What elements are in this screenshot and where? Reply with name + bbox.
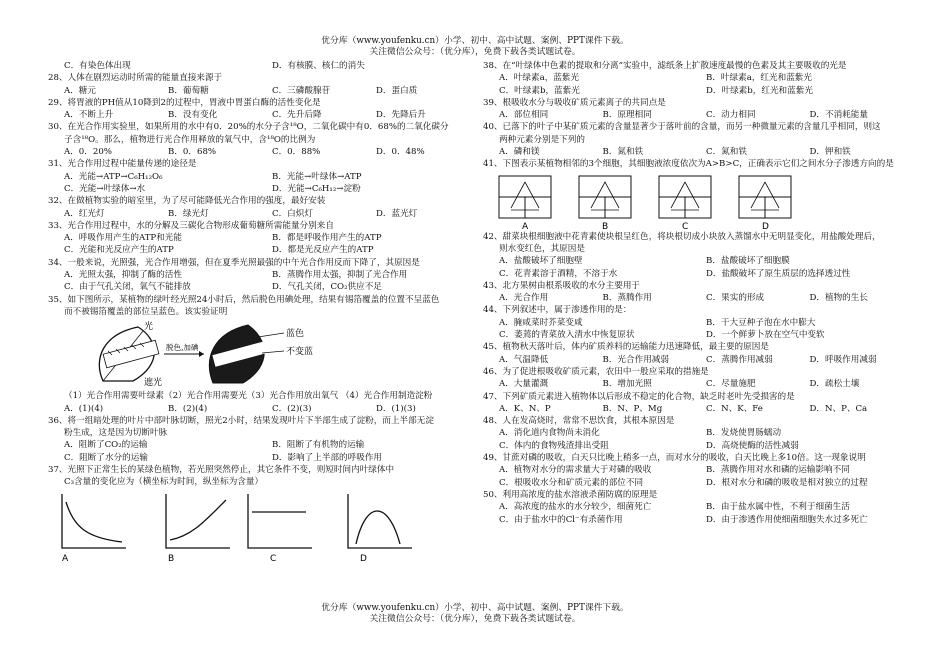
option: A．阻断了CO₂的运输 <box>64 440 148 451</box>
option: A．叶绿素a，蓝紫光 <box>499 73 580 84</box>
q49-options-2 <box>483 478 913 490</box>
option: D．疏松土壤 <box>809 379 860 390</box>
option: C．先升后降 <box>272 110 322 121</box>
question-36: 36、将一组暗处理的叶片中部叶脉切断，照光2小时，结果发现叶片下半部生成了淀粉，而上半部无淀 <box>48 415 434 426</box>
option: C．氮和铁 <box>706 147 747 158</box>
question-38: 38、在“叶绿体中色素的提取和分离”实验中，滤纸条上扩散速度最慢的色素及其主要吸收的光是 <box>483 61 847 71</box>
page-header <box>0 36 950 58</box>
question-35-statements: （1）光合作用需要叶绿素（2）光合作用需要光（3）光合作用放出氧气 （4）光合作用制造淀粉 <box>64 391 433 402</box>
option: A．大量灌溉 <box>499 379 549 390</box>
question-29: 29、将胃液的PH值从10降到2的过程中，胃液中胃蛋白酶的活性变化是 <box>48 97 321 108</box>
blue-label: 蓝色 <box>286 329 305 340</box>
option: D．蓝光灯 <box>376 208 418 219</box>
option: C．动力相同 <box>706 110 756 121</box>
option: C．阻断了水分的运输 <box>64 452 148 463</box>
option: D．盐酸破坏了原生质层的选择透过性 <box>706 268 851 279</box>
question-42-cont: 则水变红色，其原因是 <box>499 243 585 254</box>
option: B．葡萄糖 <box>168 85 209 96</box>
option: B．没有变化 <box>168 110 218 121</box>
question-32: 32、在做植物实验的暗室里，为了尽可能降低光合作用的强度，最好安装 <box>48 196 326 207</box>
q48-options-2 <box>483 441 913 453</box>
option: A．光合作用 <box>499 293 549 304</box>
option: A．腌咸菜时芥菜变咸 <box>499 317 583 328</box>
option: C．果实的形成 <box>706 293 765 304</box>
q34-options-1 <box>48 270 480 282</box>
q27-options <box>48 61 480 73</box>
cell-osmosis-figure <box>483 172 913 232</box>
option: D．钾和铁 <box>809 147 851 158</box>
graph-a-label: A <box>62 553 69 564</box>
cell-group-c <box>659 176 711 232</box>
option: A．呼吸作用产生的ATP和光能 <box>64 233 182 244</box>
option: B．发烧使胃肠蠕动 <box>706 428 782 439</box>
question-39: 39、根吸收水分与吸收矿质元素离子的共同点是 <box>483 97 666 108</box>
question-49: 49、甘蔗对磷的吸收，白天只比晚上稍多一点，而对水分的吸收，白天比晚上多10倍。这一现象说明 <box>483 453 866 464</box>
question-36-cont: 粉生成，这是因为切断叶脉 <box>64 428 168 439</box>
q39-options <box>483 110 913 122</box>
option: C．有染色体出现 <box>64 61 131 71</box>
graph-c-axes <box>248 494 312 548</box>
q29-options <box>48 110 480 122</box>
right-column <box>483 61 913 527</box>
question-47: 47、下列矿质元素进入植物体以后形成不稳定的化合物，缺乏时老叶先受损害的是 <box>483 391 795 402</box>
option: D．叶绿素b，红光和蓝紫光 <box>706 85 813 96</box>
question-46: 46、为了促进根吸收矿质元素，农田中一般应采取的措施是 <box>483 366 709 377</box>
option: B．由于盐水属中性，不利于细菌生活 <box>706 502 850 513</box>
graph-b <box>166 494 230 564</box>
option: B．蒸腾作用对水和磷的运输影响不同 <box>706 465 850 476</box>
option: D．蛋白质 <box>376 85 418 96</box>
leaf-experiment-figure <box>48 319 480 391</box>
q36-options-2 <box>48 453 480 465</box>
graph-c-label: C <box>270 553 277 564</box>
option: B．氮和铁 <box>602 147 644 158</box>
cell-diagrams <box>483 172 913 232</box>
option: D．高烧使酶的活性减弱 <box>706 440 799 451</box>
option: B．干大豆种子泡在水中膨大 <box>706 317 816 328</box>
option: B．光能→叶绿体→ATP <box>272 171 362 182</box>
q38-options-1 <box>483 73 913 85</box>
option: D．(1)(3) <box>376 403 416 414</box>
q45-options <box>483 355 913 367</box>
cell-group-a <box>499 176 551 232</box>
question-28: 28、人体在剧烈运动时所需的能量直接来源于 <box>48 73 223 84</box>
q40-options <box>483 147 913 159</box>
option: C．尽量施肥 <box>706 379 756 390</box>
graph-d-label: D <box>360 553 367 564</box>
c3-graphs <box>48 490 478 564</box>
option: D．由于渗透作用使细菌细胞失水过多死亡 <box>706 514 868 525</box>
q50-options-1 <box>483 502 913 514</box>
option: D．0．48% <box>376 147 425 158</box>
option: B．增加光照 <box>602 379 652 390</box>
q35-options <box>48 404 480 416</box>
graph-a-curve <box>66 502 122 542</box>
option: A．磷和镁 <box>499 147 540 158</box>
header-line-1: 优分库（www.youfenku.cn）小学、初中、高中试题、案例、PPT课件下载。 <box>321 36 629 46</box>
q50-options-2 <box>483 515 913 527</box>
q43-options <box>483 293 913 305</box>
option: A．光能→ATP→C₆H₁₂O₆ <box>64 171 163 182</box>
option: A．红光灯 <box>64 208 105 219</box>
q42-options-2 <box>483 269 913 281</box>
arrow-head <box>199 351 204 357</box>
cell-group-d-label: D <box>762 221 769 232</box>
option: D．气孔关闭，CO₂供应不足 <box>272 282 382 293</box>
c3-graphs-figure <box>48 490 480 564</box>
question-45: 45、植物秋天落叶后，体内矿质养料的运输能力迅速降低，最主要的原因是 <box>483 342 769 353</box>
question-41: 41、下图表示某植物相邻的3个细胞，其细胞液浓度依次为A>B>C，正确表示它们之间水分子渗透方向的是 <box>483 159 894 170</box>
option: D．有核膜、核仁的消失 <box>272 61 365 71</box>
footer-line-1: 优分库（www.youfenku.cn）小学、初中、高中试题、案例、PPT课件下载。 <box>321 603 629 613</box>
option: B．0．68% <box>168 147 217 158</box>
q44-options-1 <box>483 318 913 330</box>
q31-options-1 <box>48 172 480 184</box>
option: B．盐酸破坏了细胞膜 <box>706 256 790 267</box>
graph-c <box>248 494 312 564</box>
cell-group-c-label: C <box>682 221 689 232</box>
question-37: 37、光照下正常生长的某绿色植物，若光照突然停止，其它条件不变，则短时间内叶绿体中 <box>48 465 395 476</box>
question-44: 44、下列叙述中，属于渗透作用的是： <box>483 305 632 316</box>
footer-line-2: 关注微信公众号：（优分库），免费下载各类试题试卷。 <box>369 613 581 624</box>
option: A．K、N、P <box>499 403 551 414</box>
option: A．部位相同 <box>499 110 549 121</box>
leaf-diagram <box>48 319 348 391</box>
option: B．光合作用减弱 <box>602 354 669 365</box>
shade-label: 遮光 <box>144 378 163 389</box>
option: B．蒸腾作用 <box>602 293 652 304</box>
question-30-cont: 子含¹⁸O。那么，植物进行光合作用释放的氧气中，含¹⁸O的比例为 <box>64 134 316 145</box>
q44-options-2 <box>483 330 913 342</box>
option: A．植物对水分的需求量大于对磷的吸收 <box>499 465 652 476</box>
option: D．影响了上半部的呼吸作用 <box>272 452 383 463</box>
option: C．萎蔫的青菜放入清水中恢复原状 <box>499 330 635 341</box>
option: B．绿光灯 <box>168 208 209 219</box>
q49-options-1 <box>483 465 913 477</box>
graph-a <box>62 494 126 564</box>
question-35-cont: 而不被锡箔覆盖的部位呈蓝色。该实验证明 <box>64 306 228 317</box>
graph-d <box>348 494 412 564</box>
process-label: 脱色,加碘 <box>166 343 199 353</box>
option: D．一个鲜萝卜放在空气中变软 <box>706 330 825 341</box>
question-40: 40、已落下的叶子中某矿质元素的含量显著少于落叶前的含量，而另一种微量元素的含量几乎相同，则这 <box>483 122 881 133</box>
option: A．气温降低 <box>499 354 549 365</box>
question-31: 31、光合作用过程中能量传递的途径是 <box>48 159 197 170</box>
option: C．(2)(3) <box>272 403 312 414</box>
q48-options-1 <box>483 428 913 440</box>
q47-options <box>483 404 913 416</box>
header-line-2: 关注微信公众号：（优分库），免费下载各类试题试卷。 <box>369 46 581 57</box>
question-43: 43、北方果树由根系吸收的水分主要用于 <box>483 280 641 291</box>
option: C．花青素溶于酒精，不溶于水 <box>499 268 618 279</box>
option: D．都是光反应产生的ATP <box>272 245 374 256</box>
question-37-cont: C₃含量的变化应为（横坐标为时间，纵坐标为含量） <box>64 477 264 488</box>
option: B．叶绿素a，红光和蓝紫光 <box>706 73 812 84</box>
option: C．蒸腾作用减弱 <box>706 354 773 365</box>
option: A．高浓度的盐水的水分较少，细菌死亡 <box>499 502 652 513</box>
option: C．叶绿素b，蓝紫光 <box>499 85 580 96</box>
q33-options-1 <box>48 233 480 245</box>
option: B．都是呼吸作用产生的ATP <box>272 233 382 244</box>
option: C．由于气孔关闭，氧气不能排放 <box>64 282 191 293</box>
q30-options <box>48 147 480 159</box>
option: A．消化道内食物尚未消化 <box>499 428 600 439</box>
cell-group-b <box>579 176 631 232</box>
option: C．体内的食物残渣排出受阻 <box>499 440 609 451</box>
light-label: 光 <box>144 322 154 333</box>
notblue-label: 不变蓝 <box>286 347 314 358</box>
option: D．不消耗能量 <box>809 110 868 121</box>
option: A．不断上升 <box>64 110 114 121</box>
option: D．植物的生长 <box>809 293 868 304</box>
q38-options-2 <box>483 86 913 98</box>
cell-group-b-label: B <box>602 221 609 232</box>
q33-options-2 <box>48 245 480 257</box>
option: D．N、P、Ca <box>809 403 868 414</box>
option: A．盐酸破坏了细胞壁 <box>499 256 583 267</box>
option: C．光能和光反应产生的ATP <box>64 245 174 256</box>
option: A．(1)(4) <box>64 403 104 414</box>
graph-a-axes <box>62 494 126 548</box>
graph-d-curve <box>356 511 400 544</box>
q31-options-2 <box>48 184 480 196</box>
option: D．呼吸作用减弱 <box>809 354 877 365</box>
option: B．蒸腾作用太强，抑制了光合作用 <box>272 270 408 281</box>
graph-b-label: B <box>168 553 175 564</box>
q28-options <box>48 86 480 98</box>
option: B．(2)(4) <box>168 403 208 414</box>
pointer-blue <box>258 333 284 337</box>
option: C．0．88% <box>272 147 321 158</box>
graph-b-curve <box>170 500 226 540</box>
q34-options-2 <box>48 282 480 294</box>
cell-group-d <box>739 176 791 232</box>
question-48: 48、人在发高烧时，常常不思饮食，其根本原因是 <box>483 416 675 427</box>
question-40-cont: 两种元素分别是下列的 <box>499 134 585 145</box>
question-30: 30、在光合作用实验里，如果所用的水中有0．20%的水分子含¹⁸O，二氧化碳中有0．68%的二氧化碳分 <box>48 122 449 133</box>
option: D．先降后升 <box>376 110 426 121</box>
cell-group-a-label: A <box>522 221 529 232</box>
q46-options <box>483 379 913 391</box>
option: C．光能→叶绿体→水 <box>64 183 146 194</box>
option: D．根对水分和磷的吸收是相对独立的过程 <box>706 477 868 488</box>
option: B．阻断了有机物的运输 <box>272 440 365 451</box>
option: D．光能→C₆H₁₂→淀粉 <box>272 183 361 194</box>
option: C．根吸收水分和矿质元素的部位不同 <box>499 477 644 488</box>
option: B．原理相同 <box>602 110 652 121</box>
question-33: 33、光合作用过程中，水的分解及三碳化合物形成葡萄糖所需能量分别来自 <box>48 220 334 231</box>
option: C．N、K、Fe <box>706 403 763 414</box>
graph-b-axes <box>166 494 230 548</box>
option: C．由于盐水中的Cl⁻有杀菌作用 <box>499 514 623 525</box>
option: A．光照太强，抑制了酶的活性 <box>64 270 182 281</box>
q32-options <box>48 209 480 221</box>
question-42: 42、甜菜块根细胞液中花青素使块根呈红色，将块根切成小块放入蒸馏水中无明显变化，用盐酸处理后， <box>483 231 881 242</box>
question-50: 50、利用高浓度的盐水溶液杀菌防腐的原理是 <box>483 489 658 500</box>
page-footer <box>0 603 950 625</box>
option: B．N、P、Mg <box>602 403 663 414</box>
question-35: 35、如下图所示，某植物的绿叶经光照24小时后，然后脱色用碘处理，结果有锡箔覆盖的位置不呈蓝色 <box>48 294 440 305</box>
question-34: 34、一般来说，光照强，光合作用增强，但在夏季光照最强的中午光合作用反而下降了，其原因是 <box>48 257 420 268</box>
q42-options-1 <box>483 256 913 268</box>
left-column <box>48 61 480 564</box>
option: A．0．20% <box>64 147 112 158</box>
option: C．白炽灯 <box>272 208 313 219</box>
option: C．三磷酸腺苷 <box>272 85 331 96</box>
option: A．糖元 <box>64 85 96 96</box>
q36-options-1 <box>48 440 480 452</box>
